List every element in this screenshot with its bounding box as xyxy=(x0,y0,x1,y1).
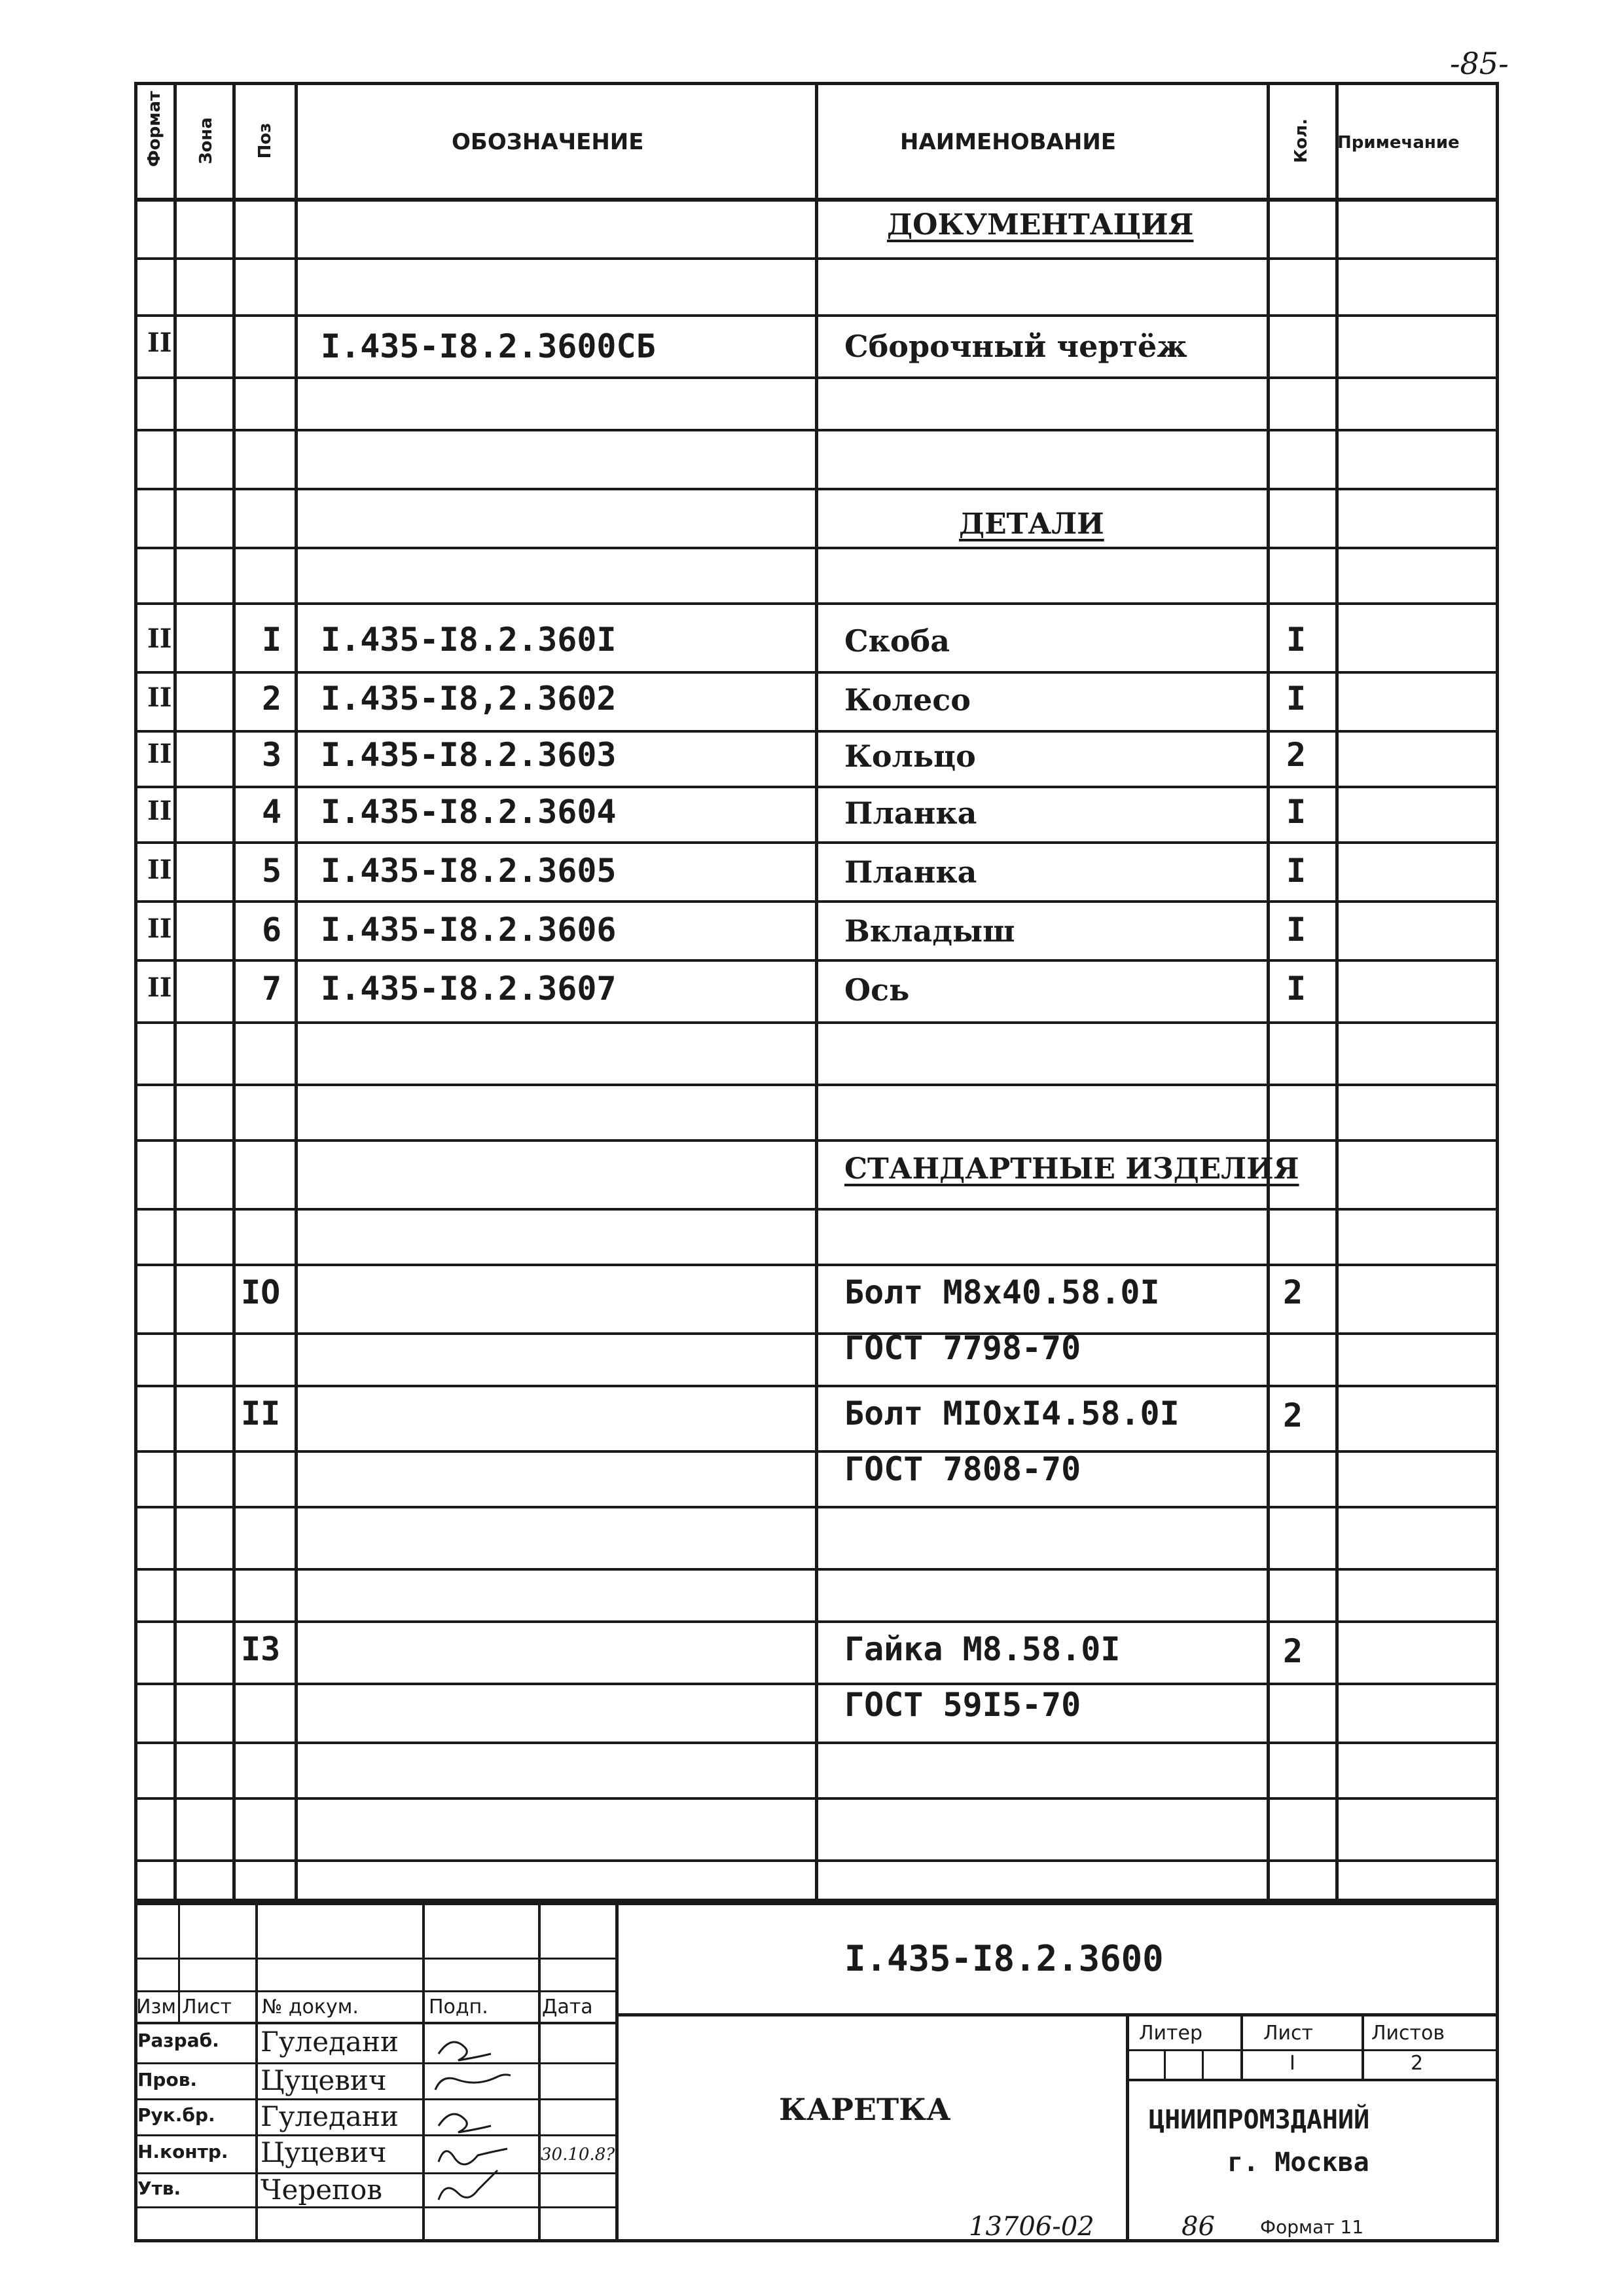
row-line xyxy=(134,959,1499,962)
row-line xyxy=(134,730,1499,733)
tb-person: Черепов xyxy=(261,2174,382,2206)
row-designation: I.435-I8.2.3603 xyxy=(321,736,617,774)
row-line xyxy=(134,1568,1499,1571)
row-line xyxy=(134,602,1499,605)
row-format: II xyxy=(147,739,172,769)
tb-person: Цуцевич xyxy=(261,2136,387,2168)
tb-sheet-label: Лист xyxy=(1263,2022,1314,2045)
tb-col-date: Дата xyxy=(542,1996,593,2018)
tb-line xyxy=(134,1958,615,1960)
tb-line xyxy=(134,1990,615,1992)
header-format: Формат xyxy=(145,90,164,167)
section-parts: ДЕТАЛИ xyxy=(959,507,1104,541)
row-name: Болт М8х40.58.0I xyxy=(844,1273,1160,1311)
row-line xyxy=(134,1859,1499,1862)
row-line xyxy=(134,1084,1499,1086)
row-position: I xyxy=(262,621,282,659)
row-format: II xyxy=(147,623,172,654)
footer-page: 86 xyxy=(1182,2212,1215,2242)
row-name: Планка xyxy=(844,795,977,831)
row-name-standard: ГОСТ 59I5-70 xyxy=(844,1686,1081,1724)
header-quantity: Кол. xyxy=(1291,118,1311,164)
row-line xyxy=(134,1139,1499,1142)
row-position: 7 xyxy=(262,970,282,1008)
col-divider-pos xyxy=(295,82,298,1902)
tb-person: Гуледани xyxy=(261,2026,399,2058)
row-line xyxy=(134,841,1499,844)
header-note: Примечание xyxy=(1337,133,1460,153)
inventory-number: 13706-02 xyxy=(969,2212,1094,2242)
tb-line xyxy=(1126,2013,1129,2242)
row-position: 2 xyxy=(262,680,282,718)
row-format: II xyxy=(147,795,172,826)
row-name: Скоба xyxy=(844,623,950,659)
row-line xyxy=(134,314,1499,317)
row-format: II xyxy=(147,327,172,358)
row-name: Сборочный чертёж xyxy=(844,329,1187,364)
row-quantity: 2 xyxy=(1283,1273,1303,1311)
footer-format: Формат 11 xyxy=(1260,2216,1364,2238)
document-title: КАРЕТКА xyxy=(779,2092,951,2127)
row-designation: I.435-I8.2.3605 xyxy=(321,852,617,890)
row-line xyxy=(134,198,1499,202)
row-name: Болт МIOхI4.58.0I xyxy=(844,1395,1180,1432)
tb-liter-label: Литер xyxy=(1139,2022,1203,2045)
row-position: II xyxy=(241,1395,281,1432)
row-line xyxy=(134,257,1499,260)
row-line xyxy=(134,376,1499,379)
row-format: II xyxy=(147,913,172,944)
row-quantity: I xyxy=(1286,793,1307,831)
header-position: Поз xyxy=(255,122,275,159)
doc-code: I.435-I8.2.3600 xyxy=(844,1938,1164,1979)
row-quantity: 2 xyxy=(1286,736,1307,774)
tb-line xyxy=(134,2206,615,2208)
row-position: 3 xyxy=(262,736,282,774)
row-designation: I.435-I8.2.3606 xyxy=(321,911,617,949)
organization-city: г. Москва xyxy=(1227,2147,1369,2178)
header-name: НАИМЕНОВАНИЕ xyxy=(900,129,1117,155)
row-quantity: 2 xyxy=(1283,1396,1303,1434)
row-line xyxy=(134,1450,1499,1453)
row-line xyxy=(134,1264,1499,1266)
row-name: Вкладыш xyxy=(844,913,1015,949)
row-position: 6 xyxy=(262,911,282,949)
row-quantity: I xyxy=(1286,970,1307,1008)
tb-line xyxy=(1240,2013,1243,2079)
tb-line xyxy=(1362,2013,1364,2079)
row-line xyxy=(134,900,1499,903)
tb-line xyxy=(255,1902,258,2242)
row-line xyxy=(134,488,1499,490)
row-designation: I.435-I8.2.3600СБ xyxy=(321,327,656,365)
row-quantity: I xyxy=(1286,680,1307,718)
tb-role: Пров. xyxy=(137,2069,198,2090)
row-name: Планка xyxy=(844,854,977,890)
row-designation: I.435-I8.2.360I xyxy=(321,621,617,659)
row-name: Кольцо xyxy=(844,739,976,774)
row-designation: I.435-I8,2.3602 xyxy=(321,680,617,718)
tb-date: 30.10.8? xyxy=(541,2145,615,2164)
header-designation: ОБОЗНАЧЕНИЕ xyxy=(452,129,644,155)
tb-person: Цуцевич xyxy=(261,2064,387,2096)
tb-role: Разраб. xyxy=(137,2030,219,2051)
row-line xyxy=(134,429,1499,431)
row-format: II xyxy=(147,682,172,713)
title-block-divider xyxy=(615,1902,619,2242)
row-format: II xyxy=(147,854,172,885)
tb-sheet-value: I xyxy=(1290,2052,1295,2075)
row-line xyxy=(134,786,1499,788)
tb-line xyxy=(178,1902,180,2023)
row-line xyxy=(134,1620,1499,1623)
row-designation: I.435-I8.2.3607 xyxy=(321,970,617,1008)
row-line xyxy=(134,1021,1499,1024)
row-name: Ось xyxy=(844,972,910,1008)
tb-sheets-label: Листов xyxy=(1371,2022,1445,2045)
tb-line xyxy=(1126,2049,1499,2051)
row-line xyxy=(134,671,1499,674)
tb-col-sign: Подп. xyxy=(429,1996,488,2018)
tb-line xyxy=(134,2022,615,2024)
tb-person: Гуледани xyxy=(261,2100,399,2132)
section-standard-items: СТАНДАРТНЫЕ ИЗДЕЛИЯ xyxy=(844,1152,1299,1186)
row-designation: I.435-I8.2.3604 xyxy=(321,793,617,831)
tb-line xyxy=(1126,2079,1499,2081)
row-position: I3 xyxy=(241,1630,281,1668)
tb-sheets-value: 2 xyxy=(1411,2052,1424,2075)
row-format: II xyxy=(147,972,172,1003)
col-divider-designation xyxy=(815,82,818,1902)
tb-role: Рук.бр. xyxy=(137,2104,215,2126)
row-quantity: I xyxy=(1286,852,1307,890)
tb-col-change: Изм xyxy=(136,1996,177,2018)
row-quantity: 2 xyxy=(1283,1632,1303,1670)
col-divider-format xyxy=(173,82,177,1902)
tb-role: Утв. xyxy=(137,2178,181,2199)
page-number: -85- xyxy=(1450,46,1509,81)
tb-line xyxy=(422,1902,425,2242)
tb-line xyxy=(538,1902,541,2242)
row-name: Гайка М8.58.0I xyxy=(844,1630,1121,1668)
header-zone: Зона xyxy=(196,117,216,164)
tb-line xyxy=(1164,2049,1166,2079)
row-name-standard: ГОСТ 7808-70 xyxy=(844,1450,1081,1488)
row-line xyxy=(134,1742,1499,1744)
tb-line xyxy=(615,2013,1499,2016)
tb-line xyxy=(1202,2049,1204,2079)
signatures-image xyxy=(425,2024,537,2240)
row-line xyxy=(134,1797,1499,1800)
row-quantity: I xyxy=(1286,621,1307,659)
tb-col-doc: № докум. xyxy=(262,1996,359,2018)
col-divider-qty xyxy=(1335,82,1339,1902)
row-line xyxy=(134,1683,1499,1685)
row-name: Колесо xyxy=(844,682,971,718)
tb-role: Н.контр. xyxy=(137,2141,228,2162)
row-line xyxy=(134,1208,1499,1211)
row-line xyxy=(134,1506,1499,1508)
row-name-standard: ГОСТ 7798-70 xyxy=(844,1329,1081,1367)
row-line xyxy=(134,1332,1499,1335)
row-position: 4 xyxy=(262,793,282,831)
row-quantity: I xyxy=(1286,911,1307,949)
section-documentation: ДОКУМЕНТАЦИЯ xyxy=(887,208,1194,242)
col-divider-name xyxy=(1267,82,1270,1902)
row-line xyxy=(134,1385,1499,1387)
col-divider-zone xyxy=(232,82,236,1902)
row-position: 5 xyxy=(262,852,282,890)
tb-col-sheet: Лист xyxy=(182,1996,232,2018)
row-position: IO xyxy=(241,1273,281,1311)
row-line xyxy=(134,547,1499,549)
organization: ЦНИИПРОМЗДАНИЙ xyxy=(1149,2105,1370,2135)
